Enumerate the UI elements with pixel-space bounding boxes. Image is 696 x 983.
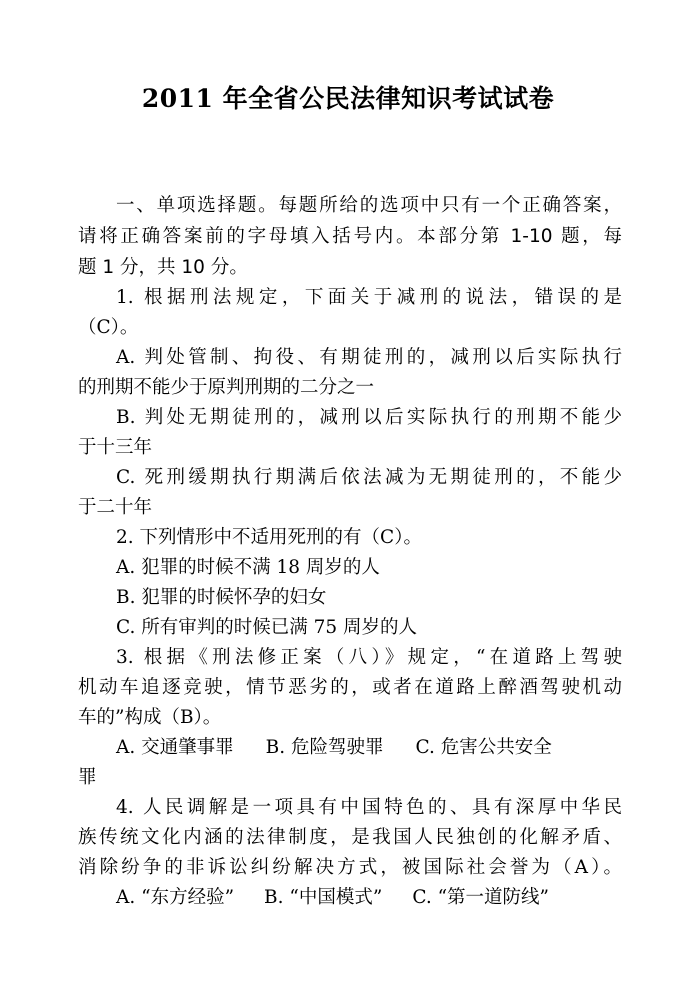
question-1: 1. 根据刑法规定，下面关于减刑的说法，错误的是 bbox=[116, 287, 622, 308]
option-a: A. 判处管制、拘役、有期徒刑的，减刑以后实际执行 bbox=[116, 347, 622, 368]
option-c-cont: 罪 bbox=[78, 767, 97, 788]
section-instruction: 题 1 分，共 10 分。 bbox=[78, 257, 248, 278]
option-a-cont: 的刑期不能少于原判刑期的二分之一 bbox=[78, 377, 375, 398]
option-a: A. “东方经验” bbox=[116, 887, 235, 908]
option-c-cont: 于二十年 bbox=[78, 497, 153, 518]
question-3: 3. 根据《刑法修正案（八）》规定，“在道路上驾驶 bbox=[116, 647, 622, 668]
question-4-cont: 族传统文化内涵的法律制度，是我国人民独创的化解矛盾、 bbox=[78, 827, 622, 848]
option-c: C. “第一道防线” bbox=[412, 887, 550, 908]
option-c: C. 危害公共安全 bbox=[415, 737, 552, 758]
question-2: 2. 下列情形中不适用死刑的有（C）。 bbox=[116, 527, 422, 548]
document-body bbox=[78, 190, 622, 913]
section-instruction: 请将正确答案前的字母填入括号内。本部分第 1-10 题，每 bbox=[78, 226, 622, 247]
option-b: B. 犯罪的时候怀孕的妇女 bbox=[116, 587, 327, 608]
option-a: A. 犯罪的时候不满 18 周岁的人 bbox=[116, 557, 380, 578]
option-c: C. 死刑缓期执行期满后依法减为无期徒刑的，不能少 bbox=[116, 467, 622, 488]
option-b-cont: 于十三年 bbox=[78, 437, 153, 458]
question-3-cont: 机动车追逐竞驶，情节恶劣的，或者在道路上醉酒驾驶机动 bbox=[78, 677, 622, 698]
option-b: B. “中国模式” bbox=[264, 887, 383, 908]
option-a: A. 交通肇事罪 bbox=[116, 737, 234, 758]
option-b: B. 判处无期徒刑的，减刑以后实际执行的刑期不能少 bbox=[116, 407, 622, 428]
question-4: 4. 人民调解是一项具有中国特色的、具有深厚中华民 bbox=[116, 797, 622, 818]
question-4-answer: 消除纷争的非诉讼纠纷解决方式，被国际社会誉为（A）。 bbox=[78, 857, 622, 878]
question-3-answer: 车的”构成（B）。 bbox=[78, 707, 222, 728]
page-title: 2011 年全省公民法律知识考试试卷 bbox=[141, 84, 555, 113]
question-1-answer: （C）。 bbox=[78, 317, 139, 338]
option-b: B. 危险驾驶罪 bbox=[265, 737, 384, 758]
question-4-options bbox=[78, 883, 622, 913]
question-3-options bbox=[78, 733, 622, 763]
option-c: C. 所有审判的时候已满 75 周岁的人 bbox=[116, 617, 418, 638]
section-heading: 一、单项选择题。每题所给的选项中只有一个正确答案， bbox=[116, 195, 622, 216]
